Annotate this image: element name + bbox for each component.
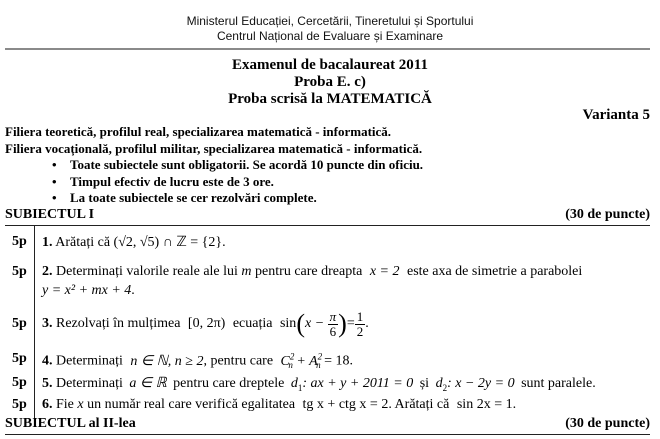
punct: . <box>222 235 226 250</box>
problem-5-points: 5p <box>12 375 27 390</box>
instruction-3: • La toate subiectele se cer rezolvări complete. <box>70 190 317 206</box>
problem-text: Rezolvați în mulțimea <box>56 316 181 332</box>
d1-eq: : ax + y + 2011 = 0 <box>302 376 414 391</box>
center-name: Centrul Național de Evaluare și Examinare <box>216 29 444 43</box>
problem-math: a ∈ ℝ <box>129 376 167 391</box>
problem-text: sunt paralele. <box>521 376 596 391</box>
subiect-1-header <box>5 207 650 226</box>
problem-text: un număr real care verifică egalitatea <box>87 397 296 412</box>
punct: . <box>131 283 135 298</box>
problem-2 <box>42 264 582 280</box>
problem-4-points: 5p <box>12 351 27 366</box>
problem-6 <box>42 397 516 413</box>
problem-number: 6. <box>42 397 53 412</box>
d2-eq: : x − 2y = 0 <box>447 376 515 391</box>
var-x: x <box>77 397 84 412</box>
problem-number: 4. <box>42 353 53 369</box>
sub: n <box>316 360 321 371</box>
problem-3-points: 5p <box>12 316 27 331</box>
fraction-pi-6 <box>328 310 339 338</box>
sub: n <box>288 360 293 371</box>
problem-number: 1. <box>42 235 53 250</box>
problem-text: Determinați <box>56 353 123 369</box>
problem-text: pentru care dreptele <box>173 376 285 391</box>
points-divider <box>34 226 35 419</box>
header-rule <box>5 48 650 50</box>
problem-text: pentru care dreapta <box>255 264 363 279</box>
num: π <box>329 308 337 324</box>
and: și <box>419 376 430 391</box>
subiect-2-header <box>5 416 650 435</box>
fraction-1-2 <box>355 310 366 338</box>
variant-label: Varianta 5 <box>582 107 650 123</box>
arg: x − <box>304 316 325 332</box>
subiect-1-points: (30 de puncte) <box>565 207 650 222</box>
problem-math: sin 2x = 1 <box>456 397 513 412</box>
exam-subject: Proba scrisă la MATEMATICĂ <box>228 91 432 107</box>
problem-text: Determinați <box>56 376 123 391</box>
interval: [0, 2π) <box>187 316 226 332</box>
problem-number: 2. <box>42 264 53 279</box>
exam-title: Examenul de bacalaureat 2011 <box>232 57 428 73</box>
problem-1-points: 5p <box>12 234 27 249</box>
problem-text: Determinați valorile reale ale lui <box>56 264 238 279</box>
sin-fn: sin <box>279 316 297 332</box>
punct: . <box>349 353 354 369</box>
problem-5 <box>42 375 596 393</box>
problem-math: (√2, √5) ∩ ℤ = {2} <box>113 235 223 250</box>
problem-4 <box>42 351 353 370</box>
ministry-name: Ministerul Educației, Cercetării, Tineretului și Sportului <box>186 14 474 28</box>
problem-text: . Arătați că <box>388 397 450 412</box>
problem-number: 5. <box>42 376 53 391</box>
exam-proba: Proba E. c) <box>294 74 366 90</box>
subiect-2-points: (30 de puncte) <box>565 416 650 431</box>
filiera-1: Filiera teoretică, profilul real, specializarea matematică - informatică. <box>5 124 392 139</box>
subiect-1-title: SUBIECTUL I <box>5 207 95 222</box>
problem-text: Fie <box>56 397 74 412</box>
problem-6-points: 5p <box>12 397 27 412</box>
problem-text: ecuația <box>232 316 273 332</box>
sup: 2 <box>317 351 323 361</box>
sub: 2 <box>442 382 448 393</box>
sup: 2 <box>289 351 295 361</box>
parabola-eq: y = x² + mx + 4 <box>42 283 132 298</box>
problem-math: tg x + ctg x = 2 <box>302 397 389 412</box>
problem-2-line2 <box>42 283 135 299</box>
problem-text: este axa de simetrie a parabolei <box>406 264 583 279</box>
a: + A <box>296 353 318 369</box>
problem-number: 3. <box>42 316 53 332</box>
punct: . <box>365 316 369 332</box>
problem-3: 3. Rezolvați în mulțimea [0, 2π) ecuația sin(x − $\frac{\pi}{6}$ )= $\frac{1}{2}$ . <box>42 308 369 339</box>
rhs: = 18 <box>324 353 350 369</box>
filiera-2: Filiera vocațională, profilul militar, specializarea matematică - informatică. <box>5 141 423 156</box>
problem-1 <box>42 234 226 251</box>
problem-math: x = 2 <box>369 264 400 279</box>
instruction-2: • Timpul efectiv de lucru este de 3 ore. <box>70 174 274 190</box>
punct: . <box>512 397 517 412</box>
subiect-2-title: SUBIECTUL al II-lea <box>5 416 136 431</box>
problem-math: n ∈ ℕ, n ≥ 2 <box>130 353 204 369</box>
problem-text: , pentru care <box>203 353 274 369</box>
problem-2-points: 5p <box>12 264 27 279</box>
d2: d <box>435 376 443 391</box>
var-m: m <box>241 264 252 279</box>
paren: ) <box>338 309 347 338</box>
d1: d <box>290 376 298 391</box>
instruction-1: • Toate subiectele sunt obligatorii. Se acordă 10 puncte din oficiu. <box>70 157 423 173</box>
combination <box>280 351 323 371</box>
den: 2 <box>356 323 364 339</box>
paren: ( <box>296 309 305 338</box>
sub: 1 <box>297 382 303 393</box>
num: 1 <box>356 308 364 324</box>
problem-text: Arătați că <box>55 235 111 250</box>
c: C <box>280 353 290 369</box>
den: 6 <box>329 323 337 339</box>
